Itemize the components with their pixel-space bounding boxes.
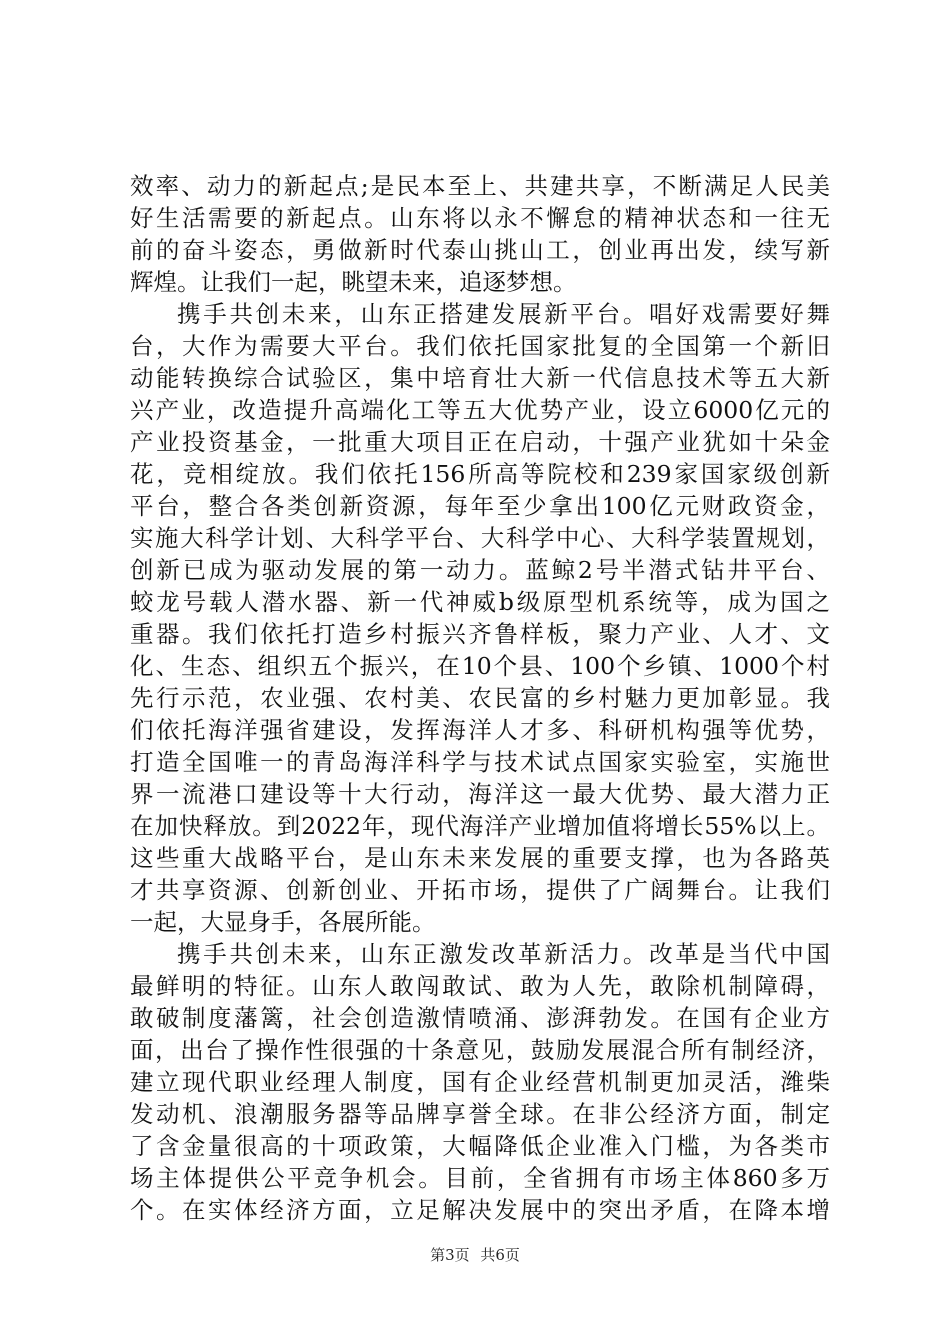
text-line: 了含金量很高的十项政策，大幅降低企业准入门槛，为各类市 bbox=[130, 1132, 830, 1160]
text-line: 台，大作为需要大平台。我们依托国家批复的全国第一个新旧 bbox=[130, 332, 830, 360]
text-line: 实施大科学计划、大科学平台、大科学中心、大科学装置规划， bbox=[130, 524, 830, 552]
page-number: 第3页 bbox=[430, 1246, 470, 1264]
text-line: 先行示范，农业强、农村美、农民富的乡村魅力更加彰显。我 bbox=[130, 684, 830, 712]
text-line: 们依托海洋强省建设，发挥海洋人才多、科研机构强等优势， bbox=[130, 716, 830, 744]
text-line: 前的奋斗姿态，勇做新时代泰山挑山工，创业再出发，续写新 bbox=[130, 236, 830, 264]
text-line: 辉煌。让我们一起，眺望未来，追逐梦想。 bbox=[130, 268, 577, 296]
text-line: 产业投资基金，一批重大项目正在启动，十强产业犹如十朵金 bbox=[130, 428, 830, 456]
paragraph-2 bbox=[130, 298, 830, 938]
text-line: 界一流港口建设等十大行动，海洋这一最大优势、最大潜力正 bbox=[130, 780, 830, 808]
text-line: 动能转换综合试验区，集中培育壮大新一代信息技术等五大新 bbox=[130, 364, 830, 392]
text-line: 创新已成为驱动发展的第一动力。蓝鲸2号半潜式钻井平台、 bbox=[130, 556, 830, 584]
text-line: 建立现代职业经理人制度，国有企业经营机制更加灵活，潍柴 bbox=[130, 1068, 830, 1096]
page-footer bbox=[0, 1244, 950, 1265]
text-line: 携手共创未来，山东正激发改革新活力。改革是当代中国 bbox=[177, 940, 830, 968]
text-line: 场主体提供公平竞争机会。目前，全省拥有市场主体860多万 bbox=[130, 1164, 830, 1192]
paragraph-3 bbox=[130, 938, 830, 1226]
text-line: 好生活需要的新起点。山东将以永不懈怠的精神状态和一往无 bbox=[130, 204, 830, 232]
text-line: 这些重大战略平台，是山东未来发展的重要支撑，也为各路英 bbox=[130, 844, 830, 872]
text-line: 敢破制度藩篱，社会创造激情喷涌、澎湃勃发。在国有企业方 bbox=[130, 1004, 830, 1032]
text-line: 携手共创未来，山东正搭建发展新平台。唱好戏需要好舞 bbox=[177, 300, 830, 328]
text-line: 效率、动力的新起点;是民本至上、共建共享，不断满足人民美 bbox=[130, 172, 830, 200]
text-line: 才共享资源、创新创业、开拓市场，提供了广阔舞台。让我们 bbox=[130, 876, 830, 904]
text-line: 一起，大显身手，各展所能。 bbox=[130, 908, 436, 936]
text-line: 蛟龙号载人潜水器、新一代神威b级原型机系统等，成为国之 bbox=[130, 588, 830, 616]
text-line: 在加快释放。到2022年，现代海洋产业增加值将增长55%以上。 bbox=[130, 812, 830, 840]
text-line: 化、生态、组织五个振兴，在10个县、100个乡镇、1000个村 bbox=[130, 652, 830, 680]
text-line: 花，竞相绽放。我们依托156所高等院校和239家国家级创新 bbox=[130, 460, 830, 488]
paragraph-1 bbox=[130, 170, 830, 298]
text-line: 打造全国唯一的青岛海洋科学与技术试点国家实验室，实施世 bbox=[130, 748, 830, 776]
text-line: 发动机、浪潮服务器等品牌享誉全球。在非公经济方面，制定 bbox=[130, 1100, 830, 1128]
text-line: 平台，整合各类创新资源，每年至少拿出100亿元财政资金， bbox=[130, 492, 830, 520]
text-line: 重器。我们依托打造乡村振兴齐鲁样板，聚力产业、人才、文 bbox=[130, 620, 830, 648]
text-line: 面，出台了操作性很强的十条意见，鼓励发展混合所有制经济， bbox=[130, 1036, 830, 1064]
text-line: 最鲜明的特征。山东人敢闯敢试、敢为人先，敢除机制障碍， bbox=[130, 972, 830, 1000]
text-line: 兴产业，改造提升高端化工等五大优势产业，设立6000亿元的 bbox=[130, 396, 830, 424]
body-text bbox=[130, 170, 830, 1226]
page-total: 共6页 bbox=[480, 1246, 520, 1264]
text-line: 个。在实体经济方面，立足解决发展中的突出矛盾，在降本增 bbox=[130, 1196, 830, 1224]
